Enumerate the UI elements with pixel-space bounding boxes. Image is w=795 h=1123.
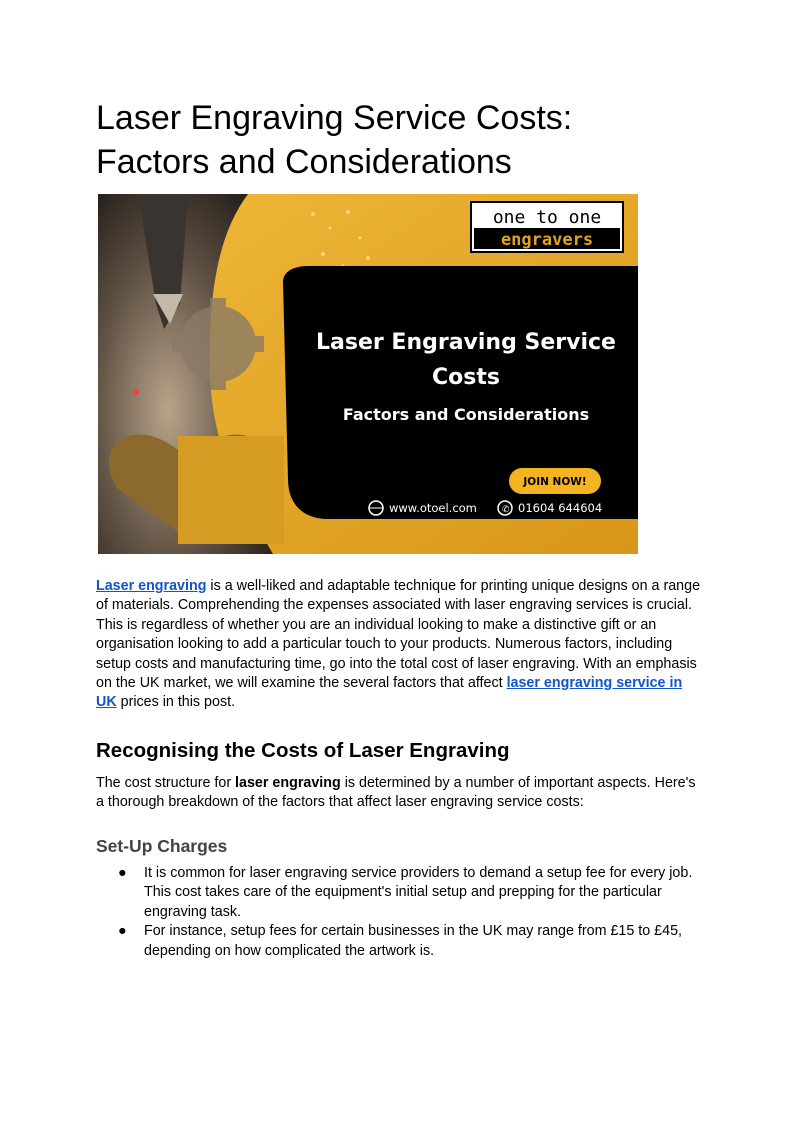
costs-text-after: is determined by a number of important aspects. Here's a thorough breakdown of the factors that affect laser engraving service costs:	[96, 775, 696, 811]
bullet-icon: ●	[118, 923, 127, 940]
setup-bullet-list	[96, 864, 701, 961]
list-item	[96, 922, 701, 961]
costs-text-before: The cost structure for	[96, 775, 236, 791]
svg-text:✆: ✆	[502, 505, 510, 515]
website-text: www.otoel.com	[389, 501, 477, 515]
bullet-text-1: It is common for laser engraving service providers to demand a setup fee for every job. This cost takes care of the equipment's initial setup and prepping for the particular engraving task.	[144, 865, 693, 920]
section-heading-setup: Set-Up Charges	[96, 836, 228, 856]
section-heading-costs: Recognising the Costs of Laser Engraving	[96, 739, 510, 762]
title-line-2: Factors and Considerations	[96, 143, 512, 181]
costs-paragraph	[96, 774, 701, 813]
intro-text-1: is a well-liked and adaptable technique for printing unique designs on a range of materials. Comprehending the expenses associated with laser engraving services is crucial. This is regardless of whether you are an individual looking to make a distinctive gift or an organisation looking to add a particular touch to your products. Numerous factors, including setup costs and manufacturing time, go into the total cost of laser engraving. With an emphasis on the UK market, we will examine the several factors that affect	[96, 578, 701, 692]
bullet-icon: ●	[118, 865, 127, 881]
intro-text-2: prices in this post.	[116, 694, 236, 711]
costs-text-bold: laser engraving	[235, 775, 341, 791]
banner-graphic	[98, 194, 638, 554]
banner-image	[98, 194, 638, 554]
phone-text: 01604 644604	[518, 501, 603, 515]
logo-bottom-text: engravers	[500, 230, 594, 250]
page-title	[96, 96, 696, 184]
laser-engraving-service-uk-link[interactable]: laser engraving service in UK	[96, 675, 683, 711]
list-item	[96, 864, 701, 922]
bullet-text-2: For instance, setup fees for certain businesses in the UK may range from £15 to £45, depending on how complicated the artwork is.	[144, 923, 683, 959]
join-now-label: JOIN NOW!	[523, 476, 587, 488]
logo-top-text: one to one	[492, 207, 602, 228]
banner-headline-2: Costs	[432, 365, 500, 390]
banner-headline-1: Laser Engraving Service	[316, 330, 616, 355]
title-line-1: Laser Engraving Service Costs:	[96, 99, 573, 137]
intro-paragraph	[96, 577, 701, 713]
laser-engraving-link[interactable]: Laser engraving	[96, 578, 207, 594]
banner-subheadline: Factors and Considerations	[342, 405, 590, 424]
